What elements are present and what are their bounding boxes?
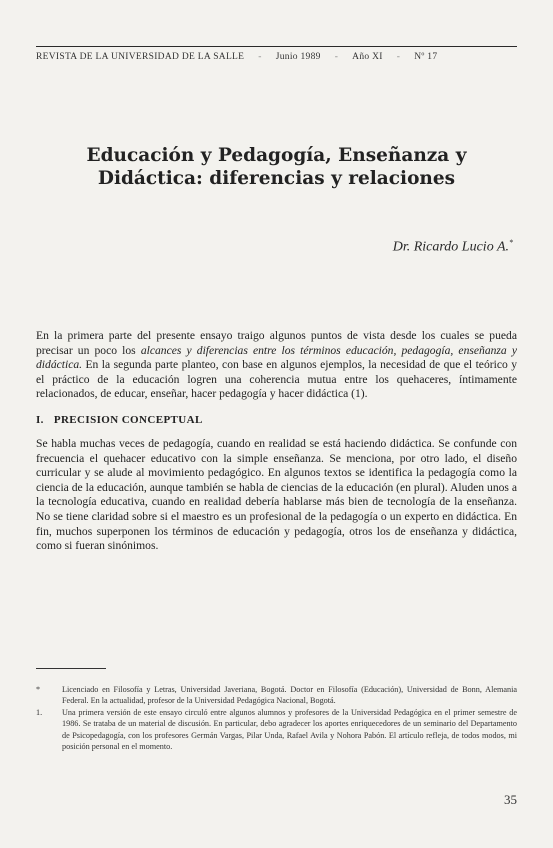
footnote-mark: * — [36, 685, 41, 694]
footnote-item — [36, 707, 517, 753]
footnote-rule — [36, 668, 106, 669]
author-name: Dr. Ricardo Lucio A. — [392, 239, 509, 255]
footnote-item — [36, 684, 517, 707]
intro-paragraph — [36, 329, 517, 402]
page-number: 35 — [504, 792, 517, 807]
header-rule — [36, 46, 517, 47]
article-title: Educación y Pedagogía, Enseñanza y Didáctica: diferencias y relaciones — [86, 145, 467, 189]
section-title: PRECISION CONCEPTUAL — [53, 414, 203, 426]
footnote-text: Licenciado en Filosofía y Letras, Universidad Javeriana, Bogotá. Doctor en Filosofía (Educación), Universidad de Bonn, Alemania Federal. En la actualidad, profesor de la Universidad Pedagógica Nacional, Bogotá. — [62, 685, 517, 706]
footnotes — [36, 684, 517, 752]
issue-year: Año XI — [352, 52, 383, 62]
intro-text-part1: En la primera parte del presente ensayo traigo algunos puntos de vista desde los cuales se pueda precisar un poco los — [36, 329, 517, 357]
section-number: I. — [36, 414, 44, 426]
issue-date: Junio 1989 — [275, 52, 321, 62]
header-separator: - — [258, 52, 262, 62]
footnote-mark: 1. — [36, 707, 43, 717]
header-separator: - — [396, 52, 401, 62]
issue-number: Nº 17 — [414, 52, 438, 62]
intro-italic-text: alcances y diferencias entre los términos educación, pedagogía, enseñanza y didáctica. — [36, 343, 517, 372]
section-heading — [36, 414, 203, 426]
article-author — [393, 238, 513, 256]
journal-name: REVISTA DE LA UNIVERSIDAD DE LA SALLE — [36, 52, 245, 62]
header-separator: - — [334, 52, 339, 62]
running-header — [36, 52, 517, 62]
author-footnote-mark: * — [509, 238, 513, 247]
section-paragraph: Se habla muchas veces de pedagogía, cuando en realidad se está haciendo didáctica. Se confunde con frecuencia el quehacer educativo con la simple enseñanza. Se menciona, por otro lado, el diseño curricular y se alude al movimiento pedagógico. En algunos textos se identifica la pedagogía como la ciencia de la educación, aunque también se habla de ciencias de la educación (en plural). Aluden unos a la tecnología educativa, cuando en realidad debería hablarse más bien de tecnología de la enseñanza. No se tiene claridad sobre si el maestro es un profesional de la pedagogía o un experto en didáctica. En fin, muchos superponen los términos de educación y pedagogía, otros los de enseñanza y didáctica, como si fueran sinónimos. — [36, 437, 517, 553]
intro-text-part2: En la segunda parte planteo, con base en algunos ejemplos, la necesidad de que el teórico y el práctico de la educación logren una coherencia mutua entre los quehaceres, íntimamente relacionados, de educar, enseñar, hacer pedagogía y hacer didáctica (1). — [36, 358, 517, 401]
footnote-text: Una primera versión de este ensayo circuló entre algunos alumnos y profesores de la Universidad Pedagógica en el primer semestre de 1986. Se trataba de un material de discusión. En particular, debo agradecer los aportes enriquecedores de un seminario del Departamento de Psicopedagogía, con los profesores Germán Vargas, Pilar Unda, Rafael Avila y Nohora Pabón. El artículo refleja, de todos modos, mi posición personal en el momento. — [62, 707, 517, 752]
